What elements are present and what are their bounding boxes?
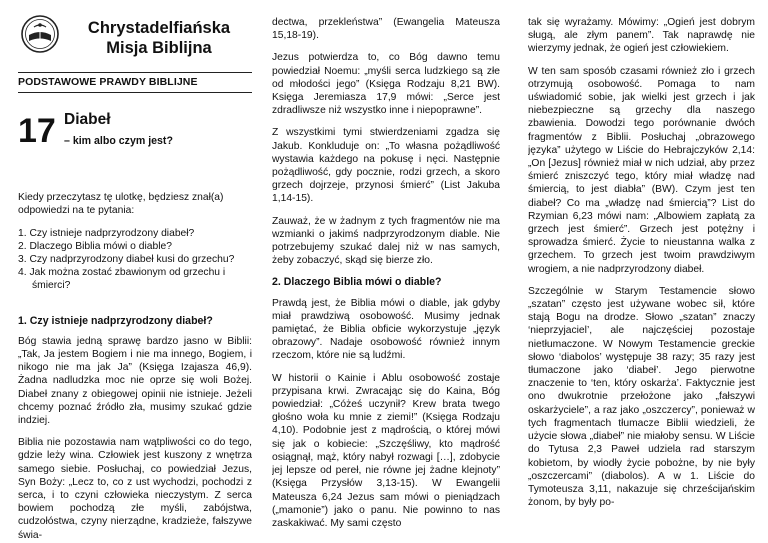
leaflet-heading (18, 111, 252, 173)
leaflet-number: 17 (18, 112, 56, 151)
paragraph: Zauważ, że w żadnym z tych fragmentów nie ma wzmianki o jakimś nadprzyrodzonym diable. Nie potrzebujemy szukać dalej niż w nas samych, żeby zobaczyć, skąd się bierze zło. (272, 215, 500, 267)
question-item: 1. Czy istnieje nadprzyrodzony diabeł? (18, 227, 195, 239)
org-line-2: Misja Biblijna (106, 39, 212, 57)
paragraph: Jezus potwierdza to, co Bóg dawno temu powiedział Noemu: „myśli serca ludzkiego są złe od młodości jego” (Księga Rodzaju 8,21 BW). Księga Jeremiasza 17,9 mówi: „Serce jest zdradliwsze niż wszystko inne i niepoprawne”. (272, 52, 500, 117)
question-item: 4. Jak można zostać zbawionym od grzechu i śmierci? (18, 267, 226, 292)
paragraph: Prawdą jest, że Biblia mówi o diable, jak gdyby miał prawdziwą osobowość. Musimy jednak pamiętać, że Biblia obficie wykorzystuje „język obrazowy”. Nadaje osobowość również innym rzeczom, które nie są ludźmi. (272, 297, 500, 362)
question-item: 2. Dlaczego Biblia mówi o diable? (18, 240, 172, 252)
masthead (18, 0, 252, 72)
section-heading-1: 1. Czy istnieje nadprzyrodzony diabeł? (18, 314, 213, 327)
column-3 (528, 0, 755, 543)
series-band: PODSTAWOWE PRAWDY BIBLIJNE (18, 76, 198, 88)
intro-text: Kiedy przeczytasz tę ulotkę, będziesz znał(a) odpowiedzi na te pytania: (18, 192, 224, 217)
paragraph: W historii o Kainie i Ablu osobowość zostaje przypisana krwi. Zwracając się do Kaina, Bóg powiedział: „Cóżeś uczynił? Krew brata twego głośno woła ku mnie z ziemi!” (Księga Rodzaju 4,10). Podobnie jest z mądrością, o której mówi się jak o kobiecie: „Szczęśliwy, kto mądrość osiągnął, mąż, który nabył rozwagi […], zdobycie jej lepsze od pereł, nie równe jej żadne klejnoty” (Księga Przysłów 3,13-15). W Ewangelii Mateusza 6,24 Jezus sam mówi o pieniądzach („mamonie”) jako o panu. Nie powinno to nas zaskakiwać. My sami często (272, 372, 500, 529)
mission-logo-icon (20, 14, 60, 54)
paragraph: Szczególnie w Starym Testamencie słowo „szatan” często jest używane wobec sił, które stają Bogu na drodze. Słowo „szatan” znaczy ‘nieprzyjaciel’, ale najczęściej pozostaje nietłumaczone. W Nowym Testamencie greckie słowo ‘diabolos’ występuje 38 razy; 35 razy jest tłumaczone jako ‘diabeł’. Jego pierwotne znaczenie to ‘ten, który oskarża’. Faktycznie jest ono dwukrotnie przełożone jako „fałszywi oskarżyciele”, a raz jako „oszczercy”, ponieważ w tych fragmentach tłumacze Biblii wiedzieli, że użycie słowa „diabeł” nie miałoby sensu. W Liście do Tytusa 2,3 Paweł udziela rad starszym kobietom, by wiodły życie pobożne, by nie były „oszczercami” (diabolos). A w 1. Liście do Tymoteusza 3,11, nakazuje się chrześcijańskim żonom, by były po- (528, 285, 755, 509)
bottom-rule (18, 92, 252, 93)
column-2 (272, 0, 500, 543)
paragraph: Z wszystkimi tymi stwierdzeniami zgadza się Jakub. Konkluduje on: „To własna pożądliwość wystawia każdego na pokusę i nęci. Następnie pożądliwość, gdy pocznie, rodzi grzech, a skoro grzech dojrzeje, przynosi śmierć” (List Jakuba 1,14-15). (272, 127, 500, 205)
paragraph: dectwa, przekleństwa” (Ewangelia Mateusza 15,18-19). (272, 17, 500, 42)
org-line-1: Chrystadelfiańska (87, 19, 231, 37)
paragraph: Biblia nie pozostawia nam wątpliwości co do tego, gdzie leży wina. Człowiek jest kuszony z wnętrza samego siebie. Posłuchaj, co powiedział Jezus, Syn Boży: „Lecz to, co z ust wychodzi, pochodzi z serca, i to czyni człowieka nieczystym. Z serca bowiem pochodzą złe myśli, zabójstwa, cudzołóstwa, czyny nierządne, kradzieże, fałszywe świa- (18, 437, 252, 541)
leaflet-title: Diabeł (64, 111, 111, 129)
paragraph: Bóg stawia jedną sprawę bardzo jasno w Biblii: „Tak, Ja jestem Bogiem i nie ma innego, Bogiem, i nikogo nie ma jak Ja” (Księga Izajasza 46,9). Żadna nadludzka moc nie oprze się woli Bożej. Diabeł znany z obiegowej opinii nie istnieje. Jeżeli chcemy poznać źródło zła, musimy szukać gdzie indziej. (18, 335, 252, 427)
paragraph: W ten sam sposób czasami również zło i grzech otrzymują osobowość. Pomaga to nam uświadomić sobie, jak wielki jest grzech i jak niebezpieczne są grzechy dla naszego zbawienia. Dowodzi tego porównanie dwóch fragmentów z Biblii. Posłuchaj „obrazowego języka” użytego w Liście do Hebrajczyków 2,14: „On [Jezus] również miał w nich udział, aby przez śmierć zniszczyć tego, który miał władzę nad śmiercią, to jest diabła” (BW). Czym jest ten diabeł? Co ma „władzę nad śmiercią”? List do Rzymian 6,23 mówi nam: „Albowiem zapłatą za grzech jest śmierć”. Grzech jest potężny i sprowadza śmierć. Życie to nieustanna walka z grzechem. To grzech jest twoim prawdziwym wrogiem, a nie nadprzyrodzony diabeł. (528, 65, 755, 275)
question-item: 3. Czy nadprzyrodzony diabeł kusi do grzechu? (18, 254, 235, 266)
section-heading-2: 2. Dlaczego Biblia mówi o diable? (272, 276, 442, 289)
question-list (18, 227, 252, 293)
column-1 (18, 0, 252, 543)
leaflet-subtitle: – kim albo czym jest? (64, 135, 173, 148)
paragraph: tak się wyrażamy. Mówimy: „Ogień jest dobrym sługą, ale złym panem”. Tak naprawdę nie wierzymy jednak, że ogień jest człowiekiem. (528, 17, 755, 55)
organization-name (66, 18, 252, 58)
